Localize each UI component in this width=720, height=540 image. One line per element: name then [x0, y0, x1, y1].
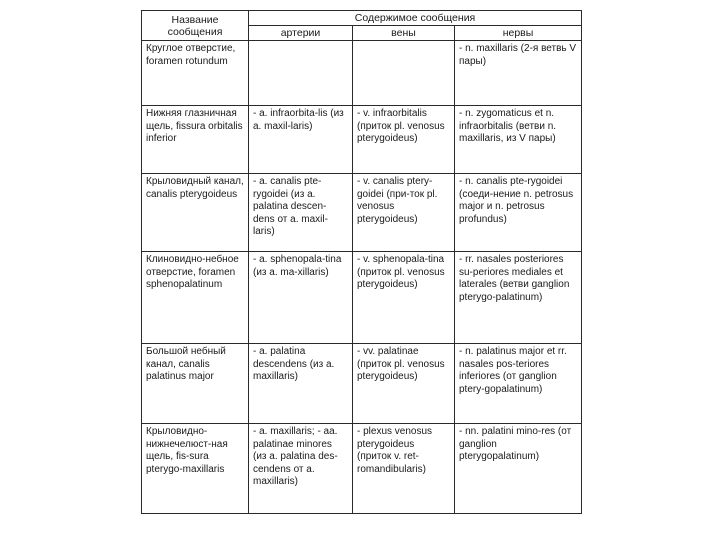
- cell-nerves: - n. zygomaticus et n. infraorbitalis (ветви n. maxillaris, из V пары): [455, 106, 582, 174]
- header-arteries: артерии: [249, 26, 353, 41]
- table-row: [142, 106, 582, 174]
- cell-name: Круглое отверстие, foramen rotundum: [142, 41, 249, 106]
- cell-arteries: - a. infraorbita-lis (из a. maxil-laris): [249, 106, 353, 174]
- cell-name: Крыловидный канал, canalis pterygoideus: [142, 174, 249, 252]
- table-row: [142, 344, 582, 424]
- cell-arteries: - a. canalis pte-rygoidei (из a. palatina descen-dens от a. maxil-laris): [249, 174, 353, 252]
- cell-arteries: - a. palatina descendens (из a. maxillaris): [249, 344, 353, 424]
- cell-nerves: - n. canalis pte-rygoidei (соеди-нение n. petrosus major и n. petrosus profundus): [455, 174, 582, 252]
- cell-nerves: - n. palatinus major et rr. nasales pos-teriores inferiores (от ganglion ptery-gopalatinum): [455, 344, 582, 424]
- cell-veins: - plexus venosus pterygoideus (приток v. ret-romandibularis): [353, 424, 455, 514]
- cell-arteries: [249, 41, 353, 106]
- header-name-col: Название сообщения: [142, 11, 249, 41]
- cell-veins: - v. canalis ptery-goidei (при-ток pl. venosus pterygoideus): [353, 174, 455, 252]
- cell-name: Большой небный канал, canalis palatinus major: [142, 344, 249, 424]
- header-content-group: Содержимое сообщения: [249, 11, 582, 26]
- anatomy-table: [141, 10, 582, 514]
- header-veins: вены: [353, 26, 455, 41]
- cell-name: Нижняя глазничная щель, fissura orbitalis inferior: [142, 106, 249, 174]
- cell-nerves: - n. maxillaris (2-я ветвь V пары): [455, 41, 582, 106]
- cell-veins: - v. infraorbitalis (приток pl. venosus pterygoideus): [353, 106, 455, 174]
- cell-veins: - v. sphenopala-tina (приток pl. venosus pterygoideus): [353, 252, 455, 344]
- table-row: [142, 424, 582, 514]
- table-row: [142, 41, 582, 106]
- cell-arteries: - a. maxillaris; - aa. palatinae minores (из a. palatina des-cendens от a. maxillaris): [249, 424, 353, 514]
- cell-nerves: - nn. palatini mino-res (от ganglion pterygopalatinum): [455, 424, 582, 514]
- cell-veins: - vv. palatinae (приток pl. venosus pterygoideus): [353, 344, 455, 424]
- cell-nerves: - rr. nasales posteriores su-periores mediales et laterales (ветви ganglion pterygo-palatinum): [455, 252, 582, 344]
- cell-name: Крыловидно-нижнечелюст-ная щель, fis-sura pterygo-maxillaris: [142, 424, 249, 514]
- header-row-top: [142, 11, 582, 26]
- header-nerves: нервы: [455, 26, 582, 41]
- cell-arteries: - a. sphenopala-tina (из a. ma-xillaris): [249, 252, 353, 344]
- cell-veins: [353, 41, 455, 106]
- table-row: [142, 252, 582, 344]
- table-row: [142, 174, 582, 252]
- cell-name: Клиновидно-небное отверстие, foramen sphenopalatinum: [142, 252, 249, 344]
